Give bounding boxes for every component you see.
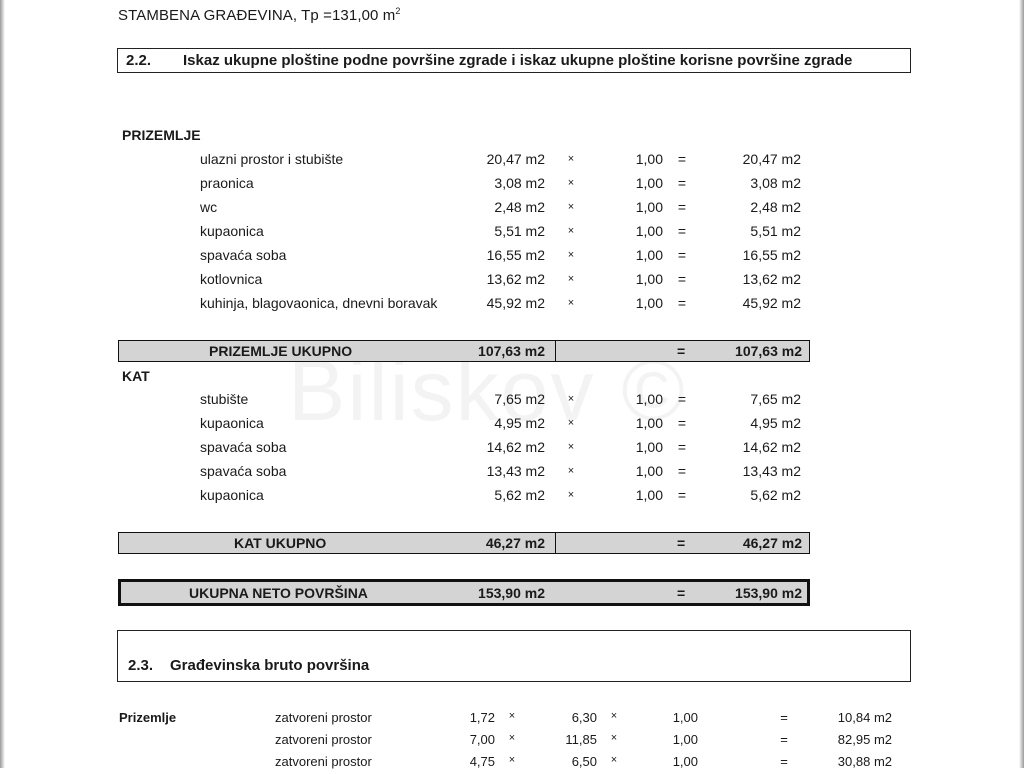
bruto-result: 82,95 m2 [837, 732, 892, 747]
room-area: 20,47 m2 [486, 151, 545, 167]
bruto-dim-a: 7,00 [469, 732, 495, 747]
bruto-description: zatvoreni prostor [275, 754, 372, 769]
room-label: wc [200, 199, 218, 215]
room-factor: 1,00 [635, 439, 663, 455]
multiply-sign: × [567, 177, 575, 189]
room-result: 5,51 m2 [750, 223, 801, 239]
grand-total-eq: = [677, 585, 686, 601]
room-result: 13,43 m2 [742, 463, 801, 479]
equals-sign: = [780, 710, 788, 725]
room-area: 5,62 m2 [494, 487, 545, 503]
room-result: 2,48 m2 [750, 199, 801, 215]
room-result: 16,55 m2 [742, 247, 801, 263]
bruto-result: 10,84 m2 [837, 710, 892, 725]
room-factor: 1,00 [635, 487, 663, 503]
multiply-sign: × [610, 754, 618, 766]
bruto-description: zatvoreni prostor [275, 732, 372, 747]
equals-sign: = [677, 439, 687, 455]
table-row [0, 754, 1024, 774]
bruto-floor-label: Prizemlje [119, 710, 177, 725]
room-label: kupaonica [200, 487, 264, 503]
table-row [0, 391, 1024, 411]
room-label: praonica [200, 175, 254, 191]
room-result: 14,62 m2 [742, 439, 801, 455]
room-label: spavaća soba [200, 463, 287, 479]
equals-sign: = [780, 754, 788, 769]
bruto-dim-b: 6,50 [571, 754, 597, 769]
total-eq: = [677, 535, 686, 551]
multiply-sign: × [567, 273, 575, 285]
prizemlje-heading: PRIZEMLJE [122, 127, 201, 143]
table-row [0, 439, 1024, 459]
table-row [0, 415, 1024, 435]
total-area: 107,63 m2 [478, 343, 545, 359]
equals-sign: = [677, 199, 687, 215]
table-row [0, 223, 1024, 243]
multiply-sign: × [567, 489, 575, 501]
room-result: 3,08 m2 [750, 175, 801, 191]
section-number: 2.3. [128, 657, 154, 674]
room-area: 4,95 m2 [494, 415, 545, 431]
room-label: kupaonica [200, 415, 264, 431]
table-row [0, 247, 1024, 267]
room-result: 13,62 m2 [742, 271, 801, 287]
room-area: 3,08 m2 [494, 175, 545, 191]
section-title: Iskaz ukupne ploštine podne površine zgrade i iskaz ukupne ploštine korisne površine zgrade [183, 52, 853, 69]
bruto-dim-a: 4,75 [469, 754, 495, 769]
section-2-2-header [117, 48, 911, 73]
equals-sign: = [677, 175, 687, 191]
grand-total-label: UKUPNA NETO POVRŠINA [189, 585, 368, 601]
table-row [0, 463, 1024, 483]
grand-total-area: 153,90 m2 [478, 585, 545, 601]
room-area: 45,92 m2 [486, 295, 545, 311]
room-label: stubište [200, 391, 249, 407]
kat-heading: KAT [122, 368, 150, 384]
room-factor: 1,00 [635, 247, 663, 263]
room-factor: 1,00 [635, 295, 663, 311]
room-factor: 1,00 [635, 463, 663, 479]
room-label: kotlovnica [200, 271, 263, 287]
room-result: 4,95 m2 [750, 415, 801, 431]
room-label: ulazni prostor i stubište [200, 151, 344, 167]
room-area: 13,43 m2 [486, 463, 545, 479]
equals-sign: = [677, 223, 687, 239]
room-label: kupaonica [200, 223, 264, 239]
total-result: 107,63 m2 [735, 343, 802, 359]
room-factor: 1,00 [635, 175, 663, 191]
equals-sign: = [677, 247, 687, 263]
section-2-3-header [117, 630, 911, 682]
multiply-sign: × [567, 153, 575, 165]
room-result: 20,47 m2 [742, 151, 801, 167]
grand-total-result: 153,90 m2 [735, 585, 802, 601]
multiply-sign: × [567, 417, 575, 429]
multiply-sign: × [508, 754, 516, 766]
table-row [0, 175, 1024, 195]
table-row [0, 271, 1024, 291]
room-result: 45,92 m2 [742, 295, 801, 311]
equals-sign: = [677, 391, 687, 407]
bruto-dim-b: 11,85 [565, 732, 597, 747]
room-area: 16,55 m2 [486, 247, 545, 263]
total-eq: = [677, 343, 686, 359]
room-factor: 1,00 [635, 391, 663, 407]
total-result: 46,27 m2 [742, 535, 802, 551]
equals-sign: = [780, 732, 788, 747]
bruto-dim-b: 6,30 [571, 710, 597, 725]
multiply-sign: × [610, 732, 618, 744]
equals-sign: = [677, 415, 687, 431]
total-label: KAT UKUPNO [234, 535, 327, 551]
table-row [0, 732, 1024, 752]
room-factor: 1,00 [635, 271, 663, 287]
room-result: 5,62 m2 [750, 487, 801, 503]
total-label: PRIZEMLJE UKUPNO [209, 343, 353, 359]
room-label: spavaća soba [200, 247, 287, 263]
multiply-sign: × [567, 297, 575, 309]
total-divider [555, 533, 556, 553]
equals-sign: = [677, 295, 687, 311]
room-area: 14,62 m2 [486, 439, 545, 455]
multiply-sign: × [508, 732, 516, 744]
prizemlje-total-row [118, 340, 810, 362]
multiply-sign: × [567, 393, 575, 405]
table-row [0, 487, 1024, 507]
room-factor: 1,00 [635, 223, 663, 239]
multiply-sign: × [567, 201, 575, 213]
bruto-dim-a: 1,72 [469, 710, 495, 725]
multiply-sign: × [508, 710, 516, 722]
room-factor: 1,00 [635, 415, 663, 431]
room-label: spavaća soba [200, 439, 287, 455]
multiply-sign: × [610, 710, 618, 722]
bruto-description: zatvoreni prostor [275, 710, 372, 725]
bruto-factor: 1,00 [672, 732, 698, 747]
bruto-factor: 1,00 [672, 754, 698, 769]
section-number: 2.2. [126, 52, 152, 69]
total-divider [555, 341, 556, 361]
table-row [0, 199, 1024, 219]
bruto-factor: 1,00 [672, 710, 698, 725]
bruto-result: 30,88 m2 [837, 754, 892, 769]
table-row [0, 295, 1024, 315]
room-area: 13,62 m2 [486, 271, 545, 287]
room-area: 7,65 m2 [494, 391, 545, 407]
multiply-sign: × [567, 249, 575, 261]
table-row [0, 151, 1024, 171]
multiply-sign: × [567, 225, 575, 237]
room-result: 7,65 m2 [750, 391, 801, 407]
equals-sign: = [677, 463, 687, 479]
kat-total-row [118, 532, 810, 554]
room-factor: 1,00 [635, 199, 663, 215]
total-area: 46,27 m2 [485, 535, 545, 551]
equals-sign: = [677, 151, 687, 167]
document-title: STAMBENA GRAĐEVINA, Tp =131,00 $m^2$ [118, 6, 401, 24]
page-right-shadow [1019, 0, 1024, 768]
equals-sign: = [677, 487, 687, 503]
section-title: Građevinska bruto površina [170, 657, 370, 674]
table-row [0, 710, 1024, 730]
multiply-sign: × [567, 465, 575, 477]
page-left-shadow [0, 0, 5, 768]
room-area: 2,48 m2 [494, 199, 545, 215]
room-factor: 1,00 [635, 151, 663, 167]
room-label: kuhinja, blagovaonica, dnevni boravak [200, 295, 438, 311]
equals-sign: = [677, 271, 687, 287]
room-area: 5,51 m2 [494, 223, 545, 239]
multiply-sign: × [567, 441, 575, 453]
grand-total-row [118, 579, 810, 606]
